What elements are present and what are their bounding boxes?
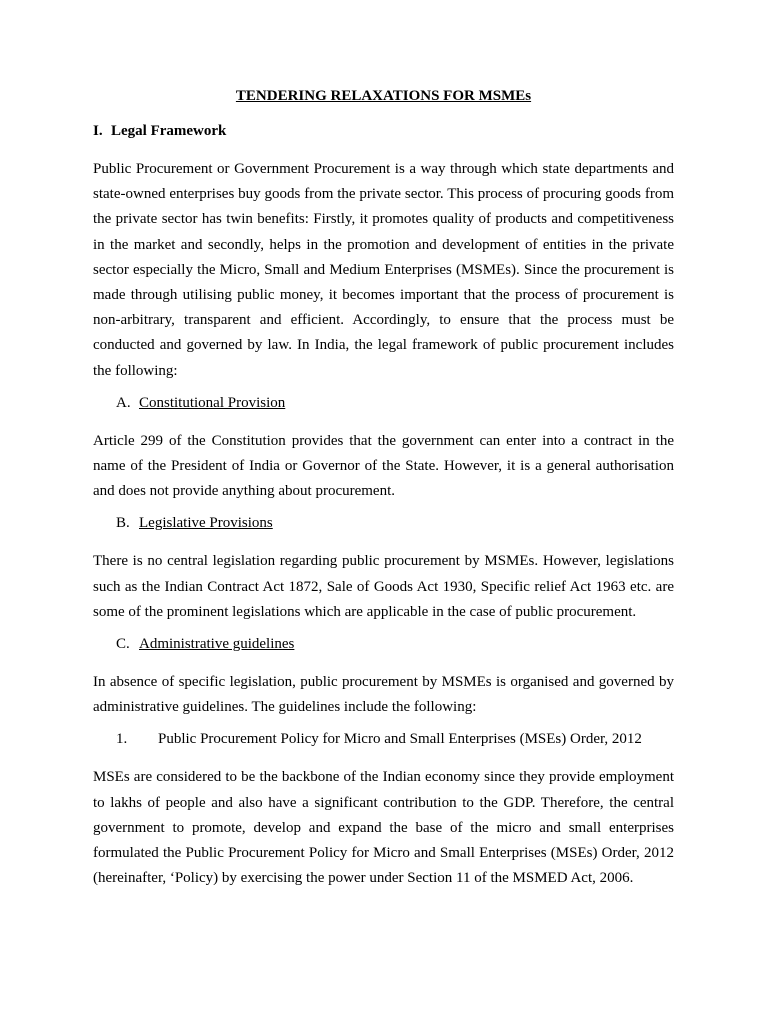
legislative-provisions-paragraph: There is no central legislation regarding public procurement by MSMEs. However, legislations such as the Indian Contract Act 1872, Sale of Goods Act 1930, Specific relief Act 1963 etc. are some of the prominent legislations which are applicable in the case of public procurement. (93, 553, 674, 620)
section-heading-legal-framework (93, 122, 674, 140)
section-heading-text: Legal Framework (111, 123, 227, 139)
administrative-guidelines-paragraph: In absence of specific legislation, public procurement by MSMEs is organised and governed by administrative guidelines. The guidelines include the following: (93, 674, 674, 716)
subheading-constitutional-provision (93, 394, 674, 412)
section-number: I. (93, 123, 103, 139)
subheading-letter: C. (116, 636, 130, 653)
constitutional-provision-paragraph: Article 299 of the Constitution provides that the government can enter into a contract in the name of the President of India or Governor of the State. However, it is a general authorisation and does not provide anything about procurement. (93, 432, 674, 500)
subheading-legislative-provisions (93, 514, 674, 532)
intro-paragraph: Public Procurement or Government Procurement is a way through which state departments and state-owned enterprises buy goods from the private sector. This process of procuring goods from the private sector has twin benefits: Firstly, it promotes quality of products and competitiveness in the market and secondly, helps in the promotion and development of entities in the private sector especially the Micro, Small and Medium Enterprises (MSMEs). Since the procurement is made through utilising public money, it becomes important that the process of procurement is non-arbitrary, transparent and efficient. Accordingly, to ensure that the process must be conducted and governed by law. In India, the legal framework of public procurement includes the following: (93, 161, 674, 379)
procurement-policy-paragraph: MSEs are considered to be the backbone of the Indian economy since they provide employment to lakhs of people and also have a significant contribution to the GDP. Therefore, the central government to promote, develop and expand the base of the micro and small enterprises formulated the Public Procurement Policy for Micro and Small Enterprises (MSEs) Order, 2012 (hereinafter, ‘Policy) by exercising the power under Section 11 of the MSMED Act, 2006. (93, 769, 674, 887)
numbered-heading-number: 1. (116, 731, 128, 748)
numbered-heading-procurement-policy (93, 730, 674, 748)
subheading-label: Constitutional Provision (139, 394, 286, 411)
document-title: TENDERING RELAXATIONS FOR MSMEs (235, 88, 532, 104)
subheading-label: Administrative guidelines (139, 636, 295, 653)
numbered-heading-label: Public Procurement Policy for Micro and Small Enterprises (MSEs) Order, 2012 (158, 731, 642, 748)
subheading-letter: A. (116, 394, 131, 411)
subheading-label: Legislative Provisions (139, 515, 273, 532)
subheading-administrative-guidelines (93, 635, 674, 653)
subheading-letter: B. (116, 515, 130, 532)
